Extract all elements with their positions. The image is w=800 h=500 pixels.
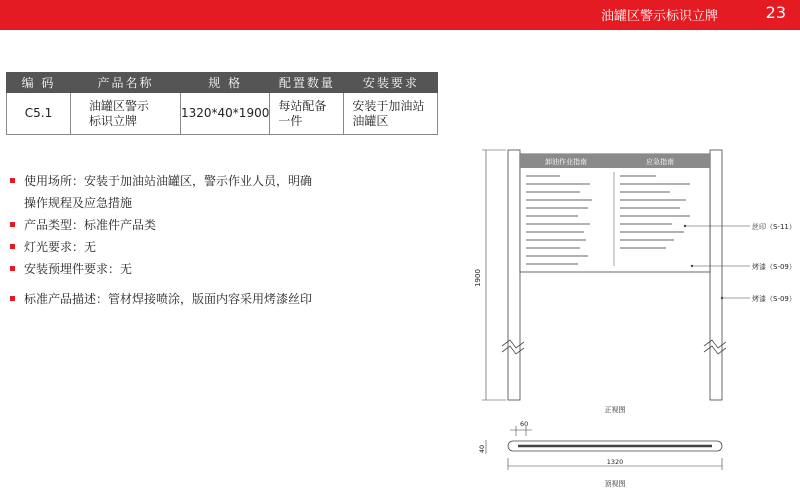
table-row xyxy=(7,93,438,135)
dim-width-text: 1320 xyxy=(606,458,624,466)
cell-spec: 1320*40*1900 xyxy=(181,93,270,135)
sign-panel xyxy=(520,154,710,272)
bullet-marker xyxy=(10,222,15,227)
list-item xyxy=(10,236,312,258)
panel-left-title: 卸油作业指南 xyxy=(545,158,587,166)
panel-right-title: 应急指南 xyxy=(646,158,674,166)
top-view xyxy=(478,420,722,488)
bullet-marker xyxy=(10,178,15,183)
description-text: 标准产品描述：管材焊接喷涂，版面内容采用烤漆丝印 xyxy=(24,292,313,306)
product-type-text: 产品类型：标准件产品类 xyxy=(24,218,157,232)
list-item xyxy=(10,288,312,310)
leader-dot-2 xyxy=(691,265,693,267)
col-qty: 配置数量 xyxy=(270,73,344,93)
label-paint-post: 烤漆（S-09） xyxy=(752,295,796,303)
col-name: 产品名称 xyxy=(71,73,181,93)
spec-table xyxy=(6,72,438,135)
cell-install-line1: 安装于加油站 xyxy=(352,98,425,113)
post-break-marks xyxy=(502,340,726,354)
leader-dot-3 xyxy=(721,297,723,299)
height-dimension xyxy=(482,150,506,400)
cell-qty xyxy=(270,93,344,135)
bullet-marker xyxy=(10,244,15,249)
dim-height-text: 1900 xyxy=(474,269,482,287)
cell-name-line2: 标识立牌 xyxy=(89,113,138,128)
cell-install-line2: 油罐区 xyxy=(352,113,389,128)
col-spec: 规 格 xyxy=(181,73,270,93)
embed-text: 安装预埋件要求：无 xyxy=(24,262,133,276)
dim-post-text: 60 xyxy=(520,420,529,428)
list-item xyxy=(10,214,312,236)
technical-drawing xyxy=(460,140,800,495)
page-title: 油罐区警示标识立牌 xyxy=(600,9,718,24)
bullet-marker xyxy=(10,266,15,271)
cell-install xyxy=(344,93,438,135)
lighting-text: 灯光要求：无 xyxy=(24,240,97,254)
leader-dot-1 xyxy=(684,225,686,227)
cell-name xyxy=(71,93,181,135)
page-number: 23 xyxy=(765,3,786,22)
front-view-label: 正视图 xyxy=(604,406,626,414)
list-item xyxy=(10,170,312,192)
right-post xyxy=(710,150,722,400)
label-paint-panel: 烤漆（S-09） xyxy=(752,263,796,271)
header-bar xyxy=(0,0,800,28)
col-install: 安装要求 xyxy=(344,73,438,93)
left-post xyxy=(508,150,520,400)
cell-code: C5.1 xyxy=(7,93,71,135)
header-divider xyxy=(0,28,800,30)
cell-qty-line2: 一件 xyxy=(278,113,303,128)
col-code: 编 码 xyxy=(7,73,71,93)
top-view-label: 顶视图 xyxy=(604,480,626,488)
product-info-list xyxy=(10,170,312,310)
table-header-row xyxy=(7,73,438,93)
label-silkscreen: 丝印（S-11） xyxy=(752,223,796,231)
usage-text-line1: 使用场所：安装于加油站油罐区，警示作业人员，明确 xyxy=(24,174,313,188)
cell-qty-line1: 每站配备 xyxy=(278,98,327,113)
list-item-continuation xyxy=(10,192,312,214)
list-item xyxy=(10,258,312,280)
dim-depth-text: 40 xyxy=(478,444,486,454)
usage-text-line2: 操作规程及应急措施 xyxy=(24,196,133,210)
cell-name-line1: 油罐区警示 xyxy=(89,98,150,113)
bullet-marker xyxy=(10,296,15,301)
